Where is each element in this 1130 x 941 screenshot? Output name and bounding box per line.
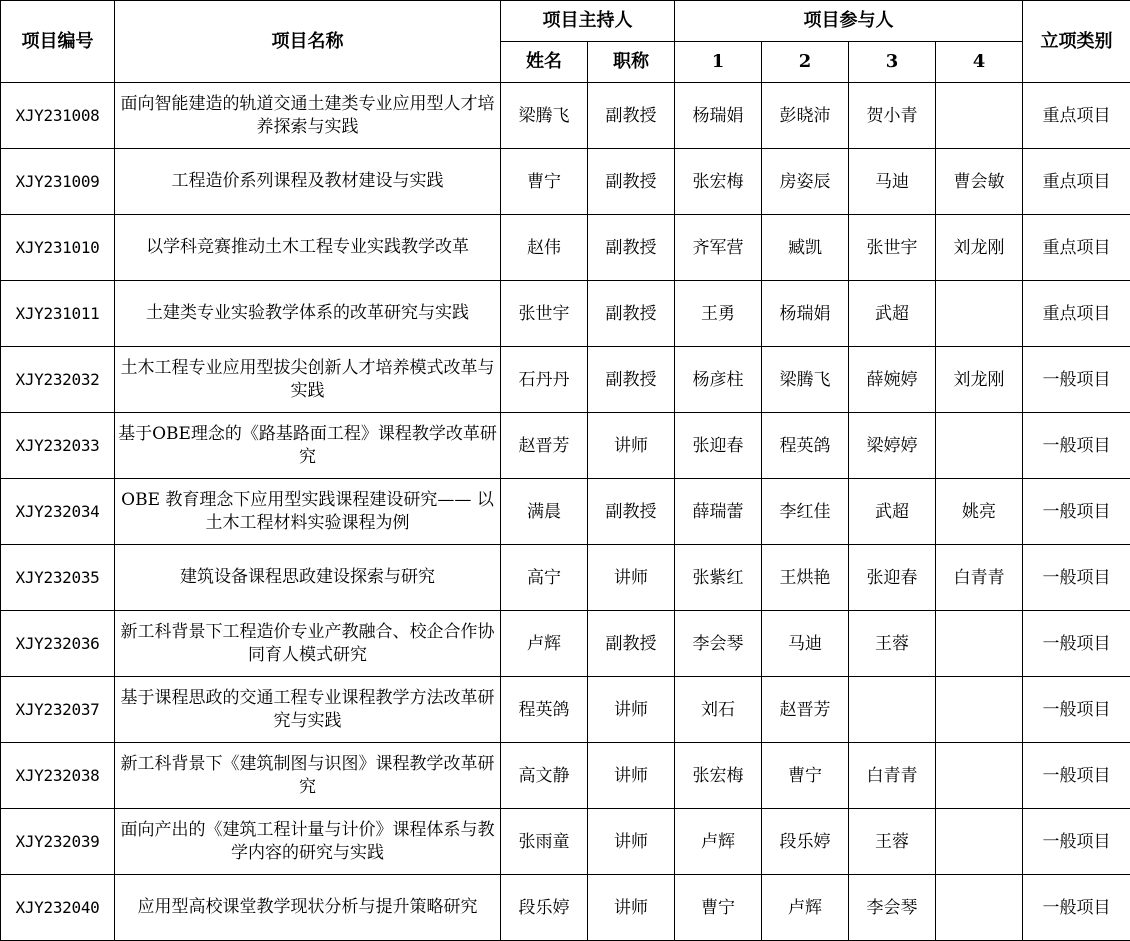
header-host-title: 职称 xyxy=(588,42,675,83)
cell-code: XJY232036 xyxy=(1,611,115,677)
table-row xyxy=(1,545,1130,611)
cell-p4 xyxy=(936,413,1023,479)
cell-name: 新工科背景下工程造价专业产教融合、校企合作协同育人模式研究 xyxy=(115,611,501,677)
cell-p1: 杨彦柱 xyxy=(675,347,762,413)
table-row xyxy=(1,83,1130,149)
cell-host: 高文静 xyxy=(501,743,588,809)
cell-host: 梁腾飞 xyxy=(501,83,588,149)
cell-name: 面向智能建造的轨道交通土建类专业应用型人才培养探索与实践 xyxy=(115,83,501,149)
cell-p3 xyxy=(849,677,936,743)
cell-p2: 赵晋芳 xyxy=(762,677,849,743)
cell-name: 面向产出的《建筑工程计量与计价》课程体系与教学内容的研究与实践 xyxy=(115,809,501,875)
cell-code: XJY231011 xyxy=(1,281,115,347)
cell-name: 土建类专业实验教学体系的改革研究与实践 xyxy=(115,281,501,347)
table-row xyxy=(1,413,1130,479)
cell-p4 xyxy=(936,809,1023,875)
cell-category: 一般项目 xyxy=(1023,611,1130,677)
cell-title: 讲师 xyxy=(588,809,675,875)
cell-p2: 臧凯 xyxy=(762,215,849,281)
cell-p3: 梁婷婷 xyxy=(849,413,936,479)
cell-p4 xyxy=(936,83,1023,149)
cell-p3: 马迪 xyxy=(849,149,936,215)
table-header xyxy=(1,1,1130,83)
cell-p3: 贺小青 xyxy=(849,83,936,149)
cell-name: 工程造价系列课程及教材建设与实践 xyxy=(115,149,501,215)
cell-code: XJY232037 xyxy=(1,677,115,743)
cell-name: 应用型高校课堂教学现状分析与提升策略研究 xyxy=(115,875,501,941)
table-row xyxy=(1,281,1130,347)
cell-p3: 王蓉 xyxy=(849,809,936,875)
cell-title: 讲师 xyxy=(588,677,675,743)
cell-title: 副教授 xyxy=(588,215,675,281)
cell-p4: 刘龙刚 xyxy=(936,347,1023,413)
cell-code: XJY231010 xyxy=(1,215,115,281)
cell-title: 讲师 xyxy=(588,545,675,611)
cell-p1: 张迎春 xyxy=(675,413,762,479)
cell-host: 满晨 xyxy=(501,479,588,545)
cell-p2: 李红佳 xyxy=(762,479,849,545)
cell-category: 一般项目 xyxy=(1023,347,1130,413)
header-category: 立项类别 xyxy=(1023,1,1130,83)
cell-host: 张世宇 xyxy=(501,281,588,347)
cell-host: 段乐婷 xyxy=(501,875,588,941)
header-host-group: 项目主持人 xyxy=(501,1,675,42)
cell-p1: 卢辉 xyxy=(675,809,762,875)
cell-category: 一般项目 xyxy=(1023,413,1130,479)
cell-p1: 张紫红 xyxy=(675,545,762,611)
cell-p4 xyxy=(936,875,1023,941)
cell-code: XJY231008 xyxy=(1,83,115,149)
cell-host: 曹宁 xyxy=(501,149,588,215)
cell-p2: 曹宁 xyxy=(762,743,849,809)
cell-p3: 白青青 xyxy=(849,743,936,809)
cell-code: XJY232035 xyxy=(1,545,115,611)
header-p4: 4 xyxy=(936,42,1023,83)
header-host-name: 姓名 xyxy=(501,42,588,83)
cell-code: XJY232034 xyxy=(1,479,115,545)
table-row xyxy=(1,479,1130,545)
cell-title: 讲师 xyxy=(588,413,675,479)
cell-name: 新工科背景下《建筑制图与识图》课程教学改革研究 xyxy=(115,743,501,809)
cell-host: 赵伟 xyxy=(501,215,588,281)
table-row xyxy=(1,149,1130,215)
header-p3: 3 xyxy=(849,42,936,83)
cell-host: 石丹丹 xyxy=(501,347,588,413)
header-code: 项目编号 xyxy=(1,1,115,83)
cell-p4: 曹会敏 xyxy=(936,149,1023,215)
cell-code: XJY232039 xyxy=(1,809,115,875)
cell-p2: 彭晓沛 xyxy=(762,83,849,149)
table-row xyxy=(1,215,1130,281)
cell-p3: 薛婉婷 xyxy=(849,347,936,413)
cell-title: 副教授 xyxy=(588,479,675,545)
cell-p1: 王勇 xyxy=(675,281,762,347)
cell-p2: 段乐婷 xyxy=(762,809,849,875)
cell-p3: 张世宇 xyxy=(849,215,936,281)
cell-host: 赵晋芳 xyxy=(501,413,588,479)
table-row xyxy=(1,809,1130,875)
cell-host: 高宁 xyxy=(501,545,588,611)
cell-code: XJY232040 xyxy=(1,875,115,941)
cell-p4: 刘龙刚 xyxy=(936,215,1023,281)
cell-p1: 齐军营 xyxy=(675,215,762,281)
cell-p3: 张迎春 xyxy=(849,545,936,611)
header-p1: 1 xyxy=(675,42,762,83)
cell-code: XJY232038 xyxy=(1,743,115,809)
cell-p2: 杨瑞娟 xyxy=(762,281,849,347)
cell-host: 卢辉 xyxy=(501,611,588,677)
cell-title: 副教授 xyxy=(588,347,675,413)
cell-category: 一般项目 xyxy=(1023,479,1130,545)
cell-p1: 李会琴 xyxy=(675,611,762,677)
cell-title: 副教授 xyxy=(588,83,675,149)
header-p2: 2 xyxy=(762,42,849,83)
header-participants-group: 项目参与人 xyxy=(675,1,1023,42)
cell-code: XJY231009 xyxy=(1,149,115,215)
cell-p2: 马迪 xyxy=(762,611,849,677)
cell-host: 张雨童 xyxy=(501,809,588,875)
cell-p4: 白青青 xyxy=(936,545,1023,611)
cell-category: 一般项目 xyxy=(1023,677,1130,743)
cell-category: 重点项目 xyxy=(1023,83,1130,149)
cell-name: 以学科竞赛推动土木工程专业实践教学改革 xyxy=(115,215,501,281)
cell-category: 重点项目 xyxy=(1023,215,1130,281)
cell-p2: 程英鸽 xyxy=(762,413,849,479)
table-row xyxy=(1,743,1130,809)
cell-p2: 卢辉 xyxy=(762,875,849,941)
cell-p4 xyxy=(936,281,1023,347)
cell-name: 基于OBE理念的《路基路面工程》课程教学改革研究 xyxy=(115,413,501,479)
cell-p1: 曹宁 xyxy=(675,875,762,941)
header-name: 项目名称 xyxy=(115,1,501,83)
cell-p3: 李会琴 xyxy=(849,875,936,941)
cell-title: 副教授 xyxy=(588,281,675,347)
cell-p4: 姚亮 xyxy=(936,479,1023,545)
cell-p4 xyxy=(936,743,1023,809)
cell-p1: 杨瑞娟 xyxy=(675,83,762,149)
cell-code: XJY232032 xyxy=(1,347,115,413)
cell-title: 讲师 xyxy=(588,875,675,941)
cell-title: 讲师 xyxy=(588,743,675,809)
cell-category: 一般项目 xyxy=(1023,809,1130,875)
table-row xyxy=(1,611,1130,677)
cell-p2: 王烘艳 xyxy=(762,545,849,611)
cell-p2: 房姿辰 xyxy=(762,149,849,215)
cell-p3: 王蓉 xyxy=(849,611,936,677)
cell-title: 副教授 xyxy=(588,149,675,215)
cell-name: OBE 教育理念下应用型实践课程建设研究—— 以土木工程材料实验课程为例 xyxy=(115,479,501,545)
cell-p4 xyxy=(936,677,1023,743)
cell-p1: 刘石 xyxy=(675,677,762,743)
cell-p1: 薛瑞蕾 xyxy=(675,479,762,545)
cell-p4 xyxy=(936,611,1023,677)
cell-code: XJY232033 xyxy=(1,413,115,479)
cell-category: 一般项目 xyxy=(1023,743,1130,809)
cell-name: 土木工程专业应用型拔尖创新人才培养模式改革与实践 xyxy=(115,347,501,413)
table-row xyxy=(1,875,1130,941)
cell-p3: 武超 xyxy=(849,281,936,347)
cell-p2: 梁腾飞 xyxy=(762,347,849,413)
table-body xyxy=(1,83,1130,941)
cell-p1: 张宏梅 xyxy=(675,743,762,809)
cell-category: 一般项目 xyxy=(1023,545,1130,611)
cell-category: 一般项目 xyxy=(1023,875,1130,941)
cell-p1: 张宏梅 xyxy=(675,149,762,215)
cell-p3: 武超 xyxy=(849,479,936,545)
cell-category: 重点项目 xyxy=(1023,149,1130,215)
cell-name: 基于课程思政的交通工程专业课程教学方法改革研究与实践 xyxy=(115,677,501,743)
table-row xyxy=(1,677,1130,743)
cell-host: 程英鸽 xyxy=(501,677,588,743)
table-row xyxy=(1,347,1130,413)
cell-title: 副教授 xyxy=(588,611,675,677)
cell-category: 重点项目 xyxy=(1023,281,1130,347)
cell-name: 建筑设备课程思政建设探索与研究 xyxy=(115,545,501,611)
